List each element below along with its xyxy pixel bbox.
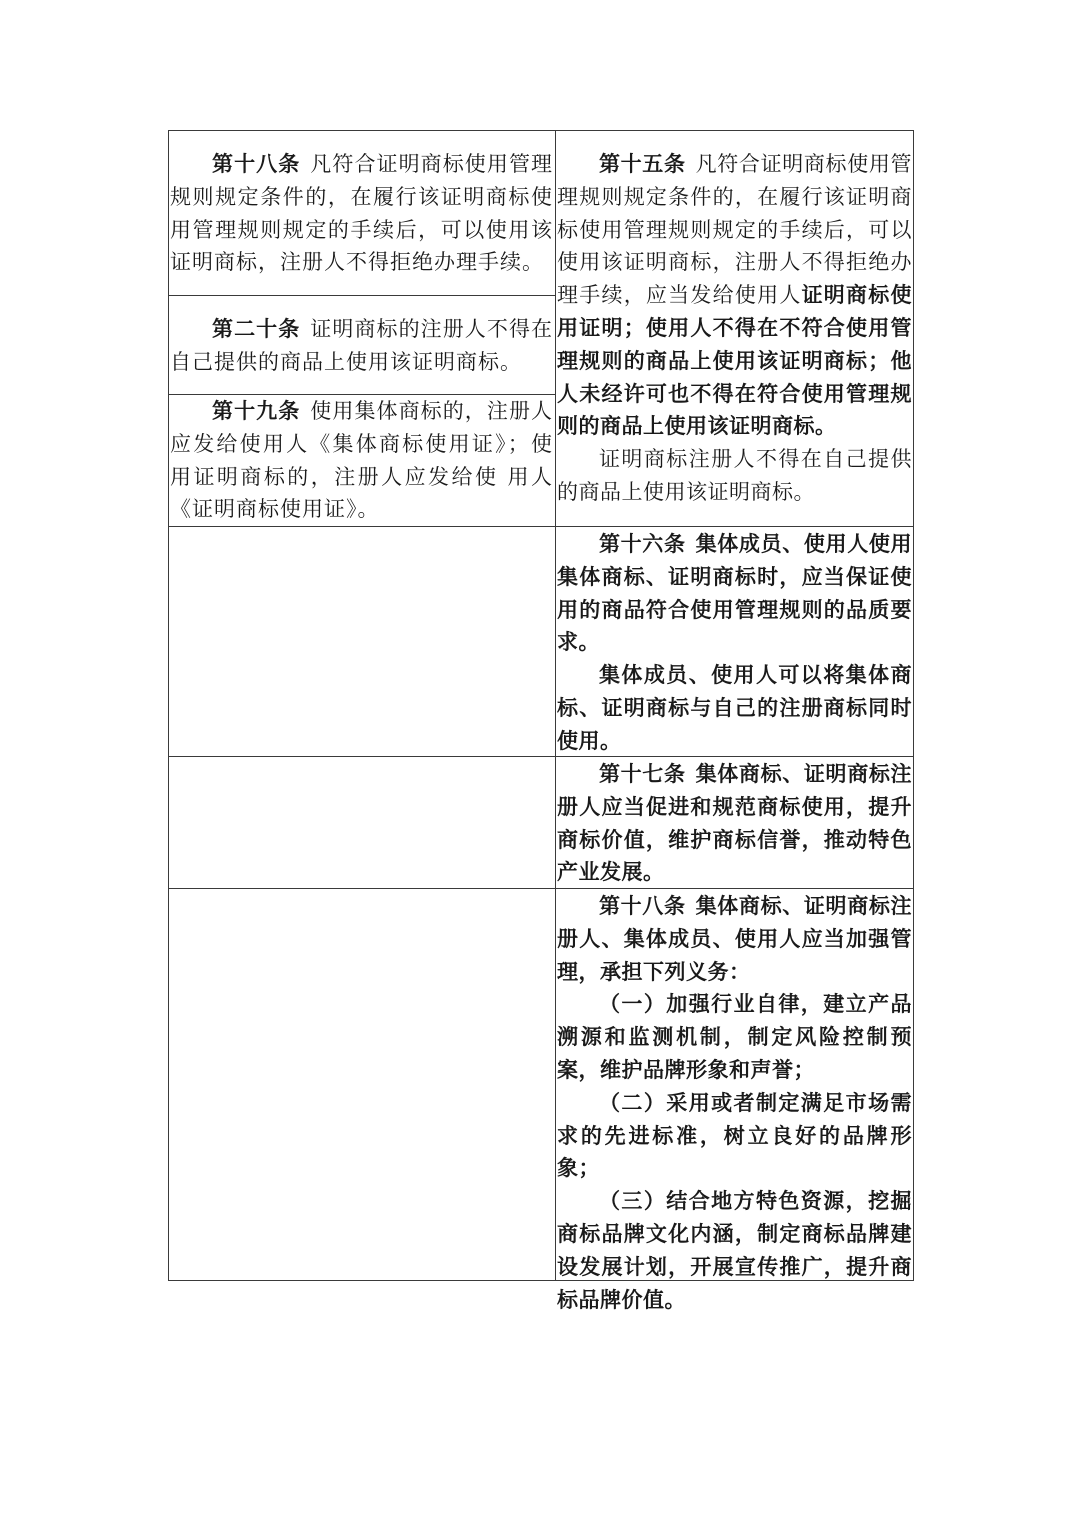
left-cell-art18	[170, 148, 553, 279]
comparison-table	[168, 130, 914, 1312]
right-art15-para2-text: 证明商标注册人不得在自己提供的商品上使用该证明商标。	[557, 447, 912, 504]
right-art16-text: 集体成员、使用人使用集体商标、证明商标时，应当保证使用的商品符合使用管理规则的品质要求。	[557, 532, 913, 655]
right-art15-para2	[557, 443, 912, 509]
left-art19-paragraph	[170, 395, 553, 526]
right-art15-paragraph	[557, 148, 912, 443]
left-art20-title: 第二十条	[212, 317, 301, 341]
right-cell-art16	[557, 528, 912, 758]
right-cell-art17	[557, 758, 912, 889]
left-art18-text: 凡符合证明商标使用管理规则规定条件的，在履行该证明商标使用管理规则规定的手续后，可以使用该证明商标，注册人不得拒绝办理手续。	[170, 152, 554, 275]
right-art16-para2-text: 集体成员、使用人可以将集体商标、证明商标与自己的注册商标同时使用。	[557, 663, 912, 753]
left-art19-title: 第十九条	[212, 399, 301, 423]
right-art18-title: 第十八条	[599, 894, 686, 918]
right-art15-title: 第十五条	[599, 152, 686, 176]
left-cell-art19	[170, 395, 553, 526]
left-art20-paragraph	[170, 313, 553, 379]
right-art18-item3: （三）结合地方特色资源，挖掘商标品牌文化内涵，制定商标品牌建设发展计划，开展宣传推广，提升商标品牌价值。	[557, 1189, 912, 1312]
right-art18-item1: （一）加强行业自律，建立产品溯源和监测机制，制定风险控制预案，维护品牌形象和声誉；	[557, 992, 912, 1082]
left-art18-title: 第十八条	[212, 152, 301, 176]
left-art20-text: 证明商标的注册人不得在自己提供的商品上使用该证明商标。	[170, 317, 554, 374]
left-art18-paragraph	[170, 148, 553, 279]
right-art18-text: 集体商标、证明商标注册人、集体成员、使用人应当加强管理，承担下列义务：	[557, 894, 913, 984]
right-art15-text: 凡符合证明商标使用管理规则规定条件的，在履行该证明商标使用管理规则规定的手续后，可以使用该证明商标，注册人不得拒绝办理手续，应当发给使用人	[557, 152, 913, 308]
column-divider	[555, 130, 556, 1281]
right-art15-bold-text: 证明商标使用证明；使用人不得在不符合使用管理规则的商品上使用该证明商标；他人未经许可也不得在符合使用管理规则的商品上使用该证明商标。	[557, 283, 913, 439]
right-art18-item2: （二）采用或者制定满足市场需求的先进标准，树立良好的品牌形象；	[557, 1090, 912, 1181]
right-art17-paragraph	[557, 758, 912, 889]
right-art17-text: 集体商标、证明商标注册人应当促进和规范商标使用，提升商标价值，维护商标信誉，推动特色产业发展。	[557, 762, 913, 885]
right-art17-title: 第十七条	[599, 762, 686, 786]
left-row-divider	[168, 295, 555, 296]
right-art16-title: 第十六条	[599, 532, 686, 556]
right-art16-paragraph	[557, 528, 912, 659]
right-art16-para2	[557, 659, 912, 757]
right-cell-art15	[557, 148, 912, 509]
left-art19-text: 使用集体商标的，注册人应发给使用人《集体商标使用证》；使用证明商标的，注册人应发给使 用人《证明商标使用证》。	[170, 399, 554, 522]
right-cell-art18	[557, 890, 912, 1316]
right-art18-paragraph	[557, 890, 912, 988]
left-cell-art20	[170, 313, 553, 379]
